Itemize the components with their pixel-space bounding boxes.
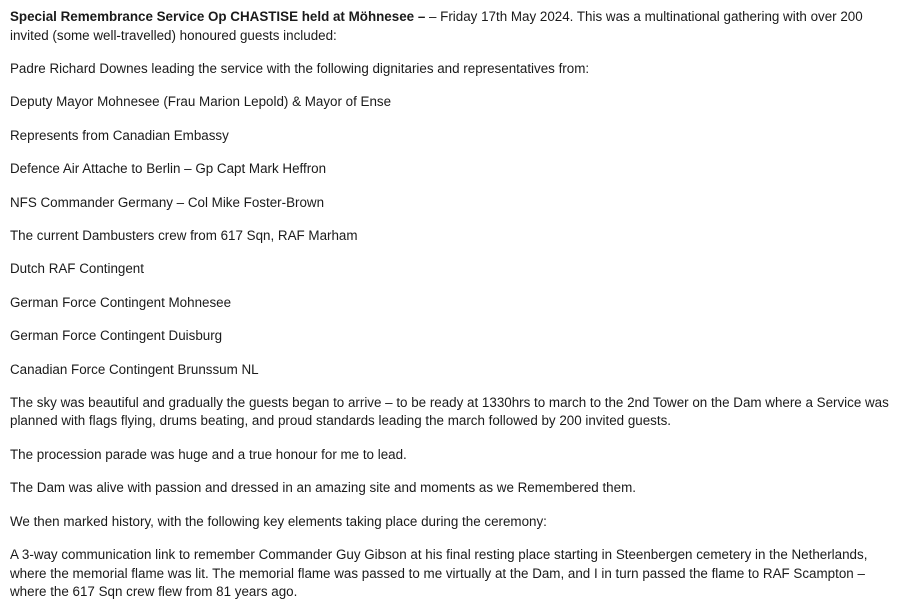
intro-title: Special Remembrance Service Op CHASTISE held at Möhnesee – (10, 9, 426, 24)
paragraph-padre: Padre Richard Downes leading the service with the following dignitaries and representatives from: (10, 60, 590, 76)
paragraph-deputy-mayor: Deputy Mayor Mohnesee (Frau Marion Lepold) & Mayor of Ense (10, 94, 392, 110)
paragraph-canadian-brunssum: Canadian Force Contingent Brunssum NL (10, 361, 259, 377)
paragraph-nfs-commander: NFS Commander Germany – Col Mike Foster-Brown (10, 194, 325, 210)
paragraph-dutch-contingent: Dutch RAF Contingent (10, 261, 144, 277)
paragraph-canadian-embassy: Represents from Canadian Embassy (10, 127, 229, 143)
paragraph-defence-attache: Defence Air Attache to Berlin – Gp Capt Mark Heffron (10, 161, 327, 177)
intro-paragraph (10, 8, 905, 45)
paragraph-procession: The procession parade was huge and a true honour for me to lead. (10, 446, 407, 462)
paragraph-dambusters-crew: The current Dambusters crew from 617 Sqn, RAF Marham (10, 227, 358, 243)
paragraph-german-duisburg: German Force Contingent Duisburg (10, 328, 223, 344)
paragraph-sky-arrival: The sky was beautiful and gradually the guests began to arrive – to be ready at 1330hrs to march to the 2nd Tower on the Dam where a Service was planned with flags flying, drums beating, and proud standards leading the march followed by 200 invited guests. (10, 394, 889, 429)
paragraph-communication-link: A 3-way communication link to remember Commander Guy Gibson at his final resting place starting in Steenbergen cemetery in the Netherlands, where the memorial flame was lit. The memorial flame was passed to me virtually at the Dam, and I in turn passed the flame to RAF Scampton – where the 617 Sqn crew flew from 81 years ago. (10, 547, 868, 600)
paragraph-german-mohnesee: German Force Contingent Mohnesee (10, 294, 232, 310)
paragraph-marked-history: We then marked history, with the following key elements taking place during the ceremony: (10, 513, 547, 529)
intro-text: – Friday 17th May 2024. This was a multinational gathering with over 200 invited (some well-travelled) honoured guests included: (10, 9, 863, 43)
paragraph-dam-alive: The Dam was alive with passion and dressed in an amazing site and moments as we Remembered them. (10, 480, 636, 496)
